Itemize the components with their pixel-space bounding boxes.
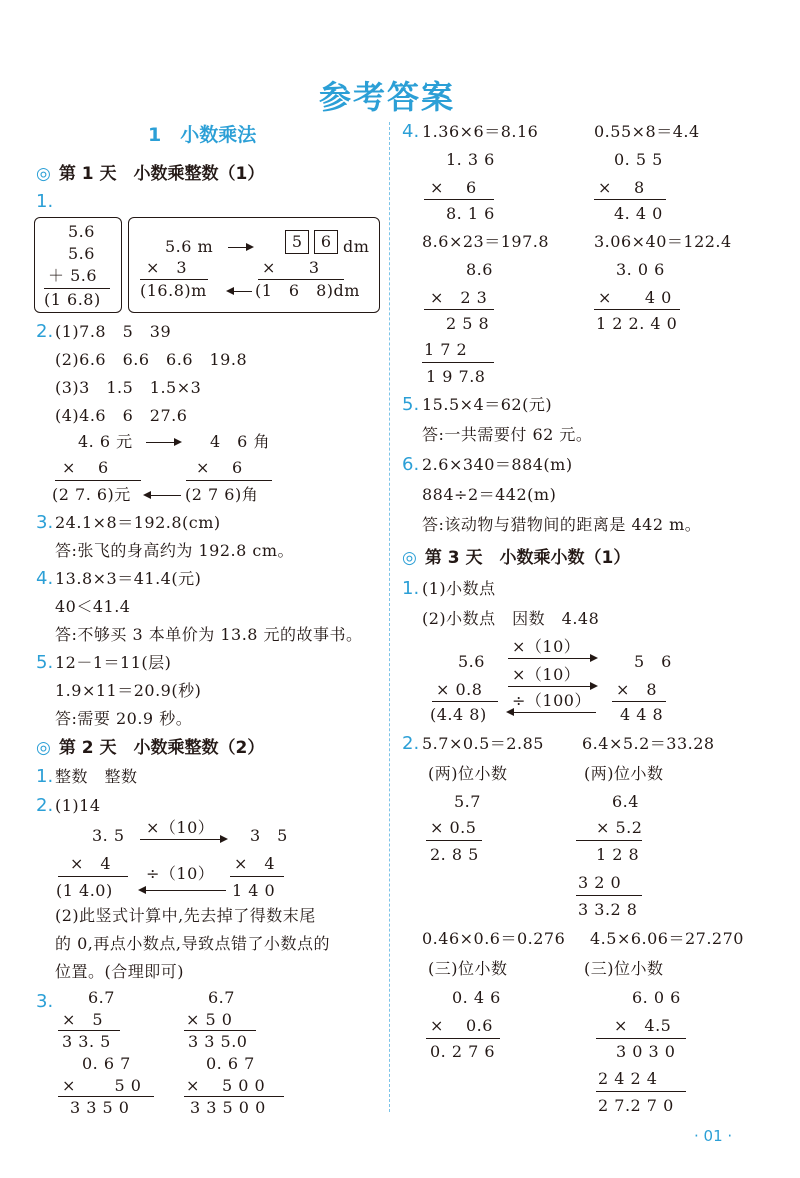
question-number: 3. (36, 512, 54, 533)
vertical-calc: 0. 5 5 (614, 150, 663, 169)
left-arrow-icon (508, 712, 596, 713)
answer-line: (2)6.6 6.6 6.6 19.8 (55, 350, 248, 369)
rule-line (422, 362, 494, 363)
multiplier: × 6 (196, 458, 243, 477)
calc-top: 5 6 (634, 652, 672, 671)
answer-line: 24.1×8＝192.8(cm) (55, 513, 221, 532)
digit-box: 5 (285, 230, 309, 254)
explanation-line: (2)此竖式计算中,先去掉了得数末尾 (55, 906, 316, 925)
multiplier: × 6 (62, 458, 109, 477)
question-number: 2. (402, 733, 420, 754)
day3-heading: ◎ 第 3 天 小数乘小数（1） (402, 548, 631, 568)
answer-line: 1.9×11＝20.9(秒) (55, 681, 202, 700)
vertical-calc: 8.6 (466, 260, 493, 279)
arrow-label: ÷（100） (512, 691, 591, 710)
right-arrow-icon (508, 658, 596, 659)
rule-line (612, 701, 666, 702)
question-number: 2. (36, 795, 54, 816)
addend: 5.6 (68, 222, 95, 241)
answer-line: (1)14 (55, 796, 101, 815)
rule-line (58, 1030, 120, 1031)
vertical-calc: 3 0 3 0 (616, 1042, 676, 1061)
rule-line (58, 1096, 154, 1097)
answer-line: (4)4.6 6 27.6 (55, 406, 188, 425)
vertical-calc: 0. 2 7 6 (430, 1042, 496, 1061)
vertical-calc: 3 3. 5 (62, 1032, 111, 1051)
vertical-calc: 2 5 8 (446, 314, 490, 333)
question-number: 1. (36, 191, 54, 212)
right-arrow-icon (228, 247, 252, 248)
rule-line (44, 288, 110, 289)
rule-line (594, 199, 666, 200)
answer-line: 12－1＝11(层) (55, 653, 172, 672)
product: 4 4 8 (620, 705, 664, 724)
question-number: 1. (402, 578, 420, 599)
equation: 1.36×6＝8.16 (422, 122, 539, 141)
vertical-calc: 3. 0 6 (616, 260, 665, 279)
rule-line (576, 840, 642, 841)
multiplier: × 3 (262, 258, 320, 277)
answer-line: 15.5×4＝62(元) (422, 395, 553, 414)
multiplier: × 8 (616, 680, 658, 699)
rule-line (424, 199, 494, 200)
equation: 4.5×6.06＝27.270 (590, 929, 744, 948)
answer-line: 整数 整数 (55, 767, 138, 786)
answer-line: 40＜41.4 (55, 597, 131, 616)
unit-title: 1 小数乘法 (148, 124, 257, 146)
answer-line: (1)小数点 (422, 579, 496, 598)
vertical-calc: 5.7 (454, 792, 481, 811)
vertical-calc: × 4 0 (598, 288, 672, 307)
arrow-label: ÷（10） (146, 864, 215, 883)
answer-line: 答:不够买 3 本单价为 13.8 元的故事书。 (55, 625, 363, 644)
vertical-calc: 1 9 7.8 (426, 367, 486, 386)
vertical-calc: × 6 (430, 178, 477, 197)
answer-line: 884÷2＝442(m) (422, 485, 557, 504)
vertical-calc: × 8 (598, 178, 645, 197)
question-number: 6. (402, 454, 420, 475)
explanation-line: 的 0,再点小数点,导致点错了小数点的 (55, 934, 330, 953)
equation: 0.46×0.6＝0.276 (422, 929, 566, 948)
vertical-calc: 3 3 5 0 0 (190, 1098, 266, 1117)
vertical-calc: × 0.5 (430, 818, 477, 837)
vertical-calc: 3 3.2 8 (578, 900, 638, 919)
double-circle-icon: ◎ (402, 548, 417, 568)
calc-top: 5.6 (458, 652, 485, 671)
vertical-calc: 8. 1 6 (446, 204, 495, 223)
product-dm: (1 6 8)dm (255, 281, 360, 300)
arrow-label: ×（10） (512, 637, 581, 656)
rule-line (426, 1038, 500, 1039)
product: (2 7 6)角 (185, 485, 259, 504)
vertical-calc: 3 2 0 (578, 873, 622, 892)
addend: ＋ 5.6 (48, 266, 98, 285)
right-arrow-icon (140, 839, 226, 840)
answer-line: (3)3 1.5 1.5×3 (55, 378, 202, 397)
vertical-calc: 6. 0 6 (632, 988, 681, 1007)
product-m: (16.8)m (140, 281, 207, 300)
multiplier: × 4 (234, 854, 276, 873)
answer-line: (1)7.8 5 39 (55, 322, 172, 341)
arrow-label: ×（10） (512, 665, 581, 684)
vertical-calc: × 5.2 (596, 818, 643, 837)
rule-line (186, 480, 272, 481)
question-number: 4. (402, 121, 420, 142)
product: (4.4 8) (430, 705, 487, 724)
answer-line: 答:张飞的身高约为 192.8 cm。 (55, 541, 295, 560)
answer-label: (两)位小数 (584, 764, 664, 783)
product: 1 4 0 (232, 881, 276, 900)
question-number: 1. (36, 766, 54, 787)
day2-heading: ◎ 第 2 天 小数乘整数（2） (36, 738, 265, 758)
day1-heading: ◎ 第 1 天 小数乘整数（1） (36, 164, 265, 184)
addend: 5.6 (68, 244, 95, 263)
product: (1 4.0) (56, 881, 113, 900)
unit-label: dm (343, 237, 370, 256)
explanation-line: 位置。(合理即可) (55, 962, 184, 981)
vertical-calc: × 2 3 (430, 288, 488, 307)
vertical-calc: 2 4 2 4 (598, 1069, 658, 1088)
rule-line (432, 701, 498, 702)
column-divider (389, 122, 390, 1112)
left-arrow-icon (145, 495, 181, 496)
double-circle-icon: ◎ (36, 738, 51, 758)
vertical-calc: × 5 0 (62, 1076, 142, 1095)
answer-line: 13.8×3＝41.4(元) (55, 569, 202, 588)
vertical-calc: 3 3 5 0 (70, 1098, 130, 1117)
answer-line: 答:一共需要付 62 元。 (422, 425, 593, 444)
left-arrow-icon (140, 890, 226, 891)
calc-top: 4. 6 元 (78, 432, 133, 451)
multiplier: × 4 (70, 854, 112, 873)
rule-line (230, 876, 284, 877)
vertical-calc: × 4.5 (614, 1016, 672, 1035)
question-number: 3. (36, 991, 54, 1012)
page-title: 参考答案 (319, 78, 456, 116)
equation: 5.7×0.5＝2.85 (422, 734, 544, 753)
rule-line (596, 1091, 686, 1092)
equation: 3.06×40＝122.4 (594, 232, 732, 251)
vertical-calc: 3 3 5.0 (188, 1032, 248, 1051)
answer-label: (三)位小数 (428, 959, 508, 978)
rule-line (258, 279, 344, 280)
answer-line: (2)小数点 因数 4.48 (422, 609, 600, 628)
question-number: 4. (36, 568, 54, 589)
answer-line: 答:需要 20.9 秒。 (55, 709, 193, 728)
rule-line (184, 1096, 284, 1097)
rule-line (140, 279, 208, 280)
rule-line (594, 309, 680, 310)
right-arrow-icon (146, 442, 180, 443)
equation: 0.55×8＝4.4 (594, 122, 700, 141)
multiplier: × 3 (146, 258, 188, 277)
vertical-calc: × 0.6 (430, 1016, 493, 1035)
vertical-calc: 1. 3 6 (446, 150, 495, 169)
vertical-calc: 0. 4 6 (452, 988, 501, 1007)
left-arrow-icon (228, 291, 252, 292)
answer-line: 2.6×340＝884(m) (422, 455, 573, 474)
rule-line (55, 480, 141, 481)
page-number: · 01 · (694, 1127, 733, 1145)
rule-line (58, 876, 128, 877)
vertical-calc: × 5 0 0 (186, 1076, 266, 1095)
sum: (1 6.8) (44, 290, 101, 309)
calc-top: 3 5 (250, 826, 288, 845)
vertical-calc: 0. 6 7 (82, 1054, 131, 1073)
answer-label: (两)位小数 (428, 764, 508, 783)
vertical-calc: × 5 (62, 1010, 104, 1029)
vertical-calc: 6.4 (612, 792, 639, 811)
rule-line (596, 1038, 686, 1039)
vertical-calc: × 5 0 (186, 1010, 233, 1029)
question-number: 5. (402, 394, 420, 415)
calc-top: 4 6 角 (210, 432, 270, 451)
vertical-calc: 6.7 (208, 988, 235, 1007)
equation: 6.4×5.2＝33.28 (582, 734, 715, 753)
value-m: 5.6 m (165, 237, 214, 256)
vertical-calc: 4. 4 0 (614, 204, 663, 223)
multiplier: × 0.8 (436, 680, 483, 699)
calc-top: 3. 5 (92, 826, 125, 845)
question-number: 2. (36, 321, 54, 342)
vertical-calc: 1 7 2 (424, 340, 468, 359)
rule-line (424, 309, 494, 310)
arrow-label: ×（10） (146, 818, 215, 837)
vertical-calc: 2. 8 5 (430, 845, 479, 864)
product: (2 7. 6)元 (52, 485, 131, 504)
answer-label: (三)位小数 (584, 959, 664, 978)
rule-line (184, 1030, 256, 1031)
rule-line (426, 840, 482, 841)
answer-line: 答:该动物与猎物间的距离是 442 m。 (422, 515, 702, 534)
double-circle-icon: ◎ (36, 164, 51, 184)
question-number: 5. (36, 652, 54, 673)
right-arrow-icon (508, 686, 596, 687)
vertical-calc: 1 2 8 (596, 845, 640, 864)
vertical-calc: 0. 6 7 (206, 1054, 255, 1073)
equation: 8.6×23＝197.8 (422, 232, 550, 251)
vertical-calc: 2 7.2 7 0 (598, 1096, 674, 1115)
vertical-calc: 1 2 2. 4 0 (596, 314, 678, 333)
rule-line (576, 895, 642, 896)
vertical-calc: 6.7 (88, 988, 115, 1007)
digit-box: 6 (314, 230, 338, 254)
